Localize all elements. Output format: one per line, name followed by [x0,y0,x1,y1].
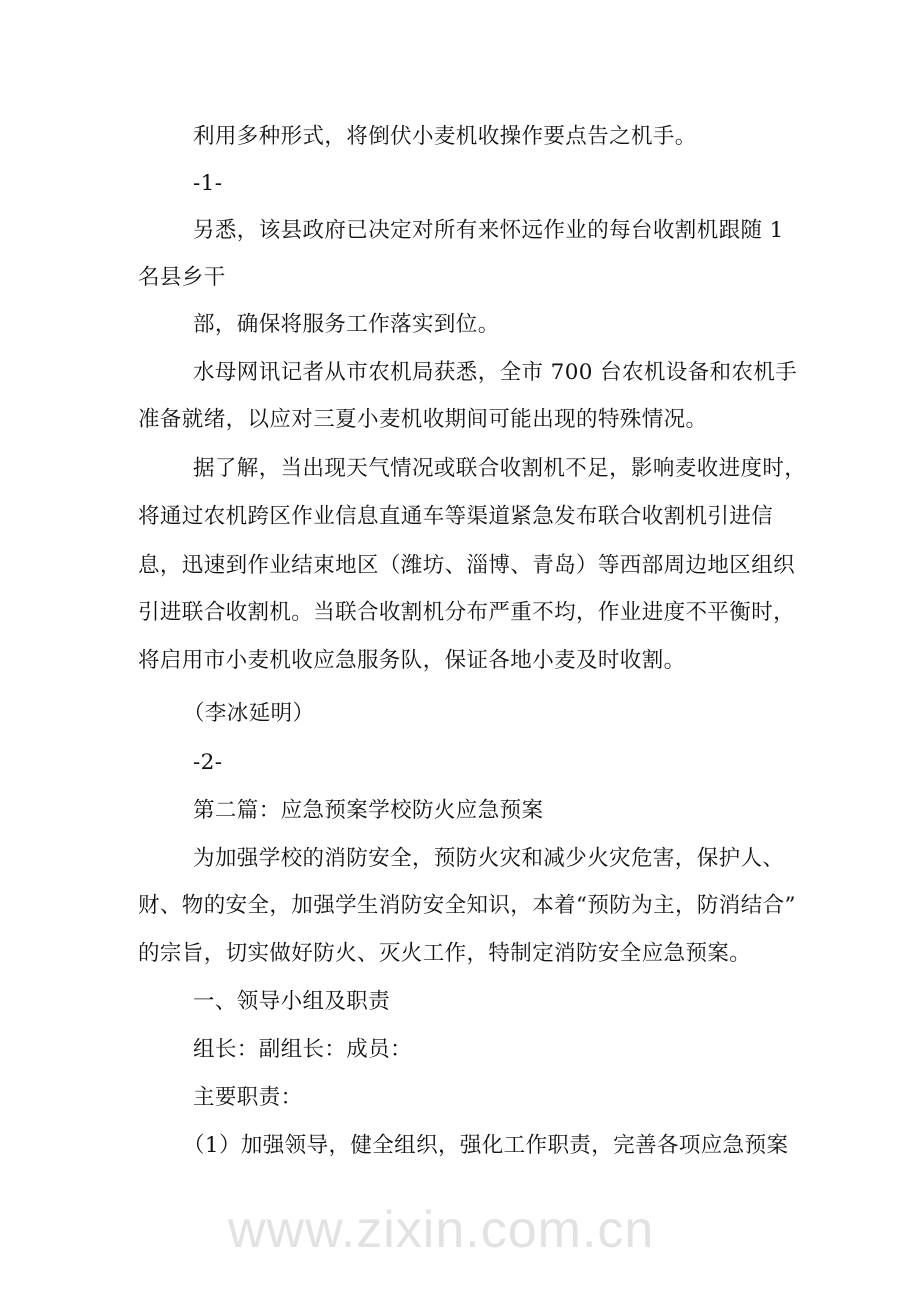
paragraph-line: 财、物的安全，加强学生消防安全知识，本着“预防为主，防消结合” [138,893,796,918]
paragraph-line: 据了解，当出现天气情况或联合收割机不足，影响麦收进度时， [193,456,807,481]
paragraph-line: 的宗旨，切实做好防火、灭火工作，特制定消防安全应急预案。 [138,941,752,966]
paragraph-line: 组长：副组长：成员： [193,1037,413,1062]
watermark: www.zixin.com.cn [228,1201,655,1259]
paragraph-line: 为加强学校的消防安全，预防火灾和减少火灾危害，保护人、 [193,846,785,871]
paragraph-line: 名县乡干 [138,265,226,290]
paragraph-line: 水母网讯记者从市农机局获悉，全市 700 台农机设备和农机手 [193,360,798,385]
page-number: -1- [193,171,223,196]
paragraph-line: 将启用市小麦机收应急服务队，保证各地小麦及时收割。 [138,648,686,673]
page-number: -2- [193,750,223,775]
paragraph-line: 另悉，该县政府已决定对所有来怀远作业的每台收割机跟随 1 [193,218,784,243]
section-title: 第二篇：应急预案学校防火应急预案 [193,798,544,823]
author-note: （李冰延明） [183,701,315,726]
paragraph-line: 利用多种形式，将倒伏小麦机收操作要点告之机手。 [193,124,697,149]
paragraph-line: （1）加强领导，健全组织，强化工作职责，完善各项应急预案 [183,1133,789,1158]
paragraph-line: 引进联合收割机。当联合收割机分布严重不均，作业进度不平衡时， [138,600,796,625]
paragraph-line: 部，确保将服务工作落实到位。 [193,312,500,337]
paragraph-line: 息，迅速到作业结束地区（潍坊、淄博、青岛）等西部周边地区组织 [138,553,796,578]
paragraph-line: 将通过农机跨区作业信息直通车等渠道紧急发布联合收割机引进信 [138,504,774,529]
paragraph-line: 准备就绪，以应对三夏小麦机收期间可能出现的特殊情况。 [138,407,708,432]
paragraph-line: 主要职责： [193,1085,303,1110]
subheading: 一、领导小组及职责 [193,989,391,1014]
